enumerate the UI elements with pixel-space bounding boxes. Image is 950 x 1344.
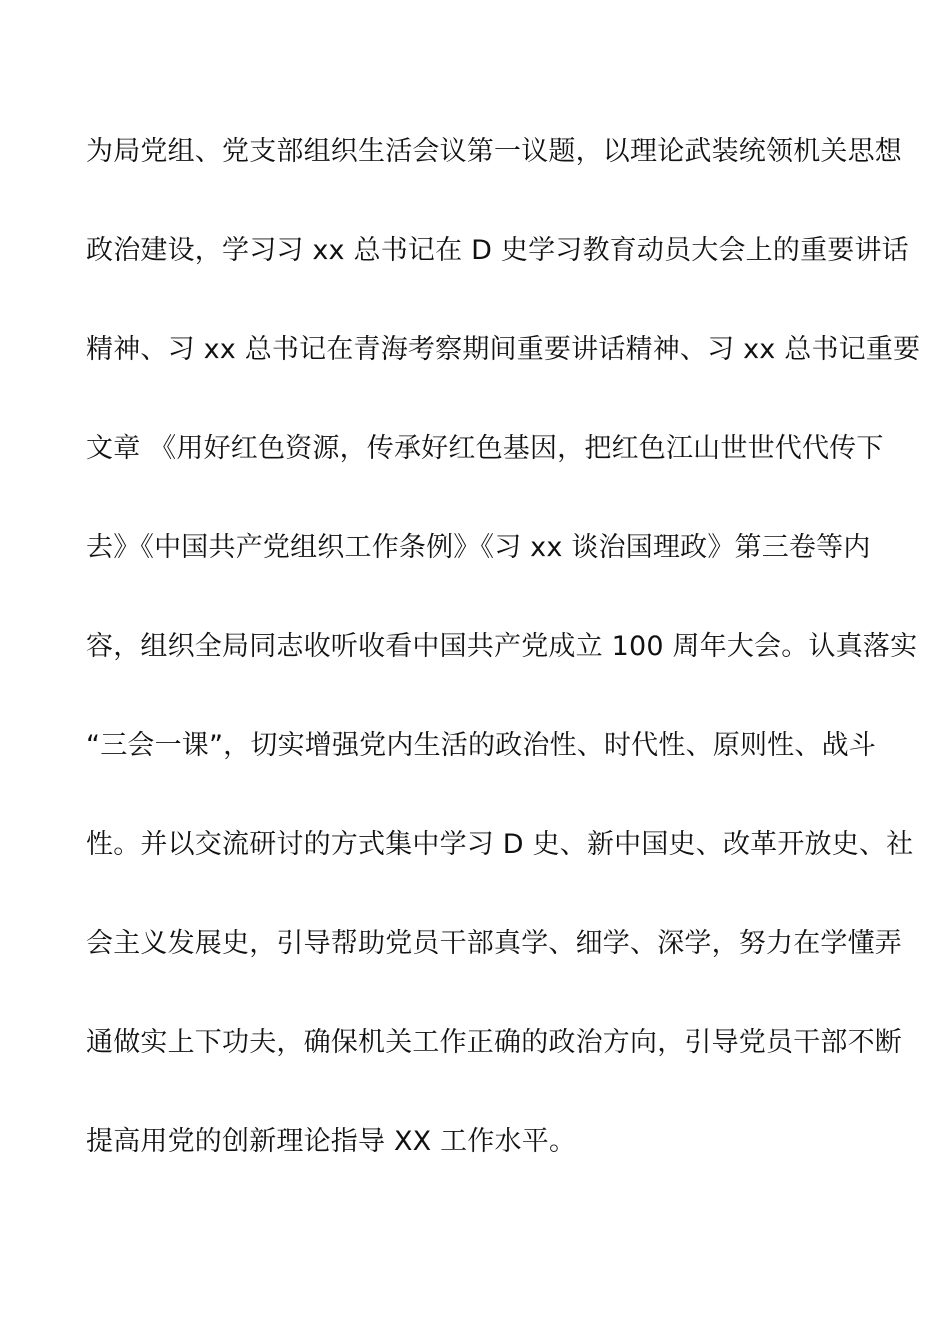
text-line: 精神、习 xx 总书记在青海考察期间重要讲话精神、习 xx 总书记重要 — [86, 334, 921, 365]
text-line: “三会一课”，切实增强党内生活的政治性、时代性、原则性、战斗 — [86, 730, 876, 761]
text-line: 会主义发展史，引导帮助党员干部真学、细学、深学，努力在学懂弄 — [86, 928, 902, 959]
text-line: 政治建设，学习习 xx 总书记在 D 史学习教育动员大会上的重要讲话 — [86, 235, 909, 266]
body-paragraph — [86, 122, 921, 1211]
text-line: 容，组织全局同志收听收看中国共产党成立 100 周年大会。认真落实 — [86, 631, 918, 662]
text-line-last: 提高用党的创新理论指导 XX 工作水平。 — [86, 1126, 577, 1157]
text-line: 为局党组、党支部组织生活会议第一议题，以理论武装统领机关思想 — [86, 136, 902, 167]
text-line: 文章 《用好红色资源，传承好红色基因，把红色江山世世代代传下 — [86, 433, 884, 464]
text-line: 通做实上下功夫，确保机关工作正确的政治方向，引导党员干部不断 — [86, 1027, 902, 1058]
text-line: 性。并以交流研讨的方式集中学习 D 史、新中国史、改革开放史、社 — [86, 829, 914, 860]
text-line: 去》《中国共产党组织工作条例》《习 xx 谈治国理政》第三卷等内 — [86, 532, 871, 563]
